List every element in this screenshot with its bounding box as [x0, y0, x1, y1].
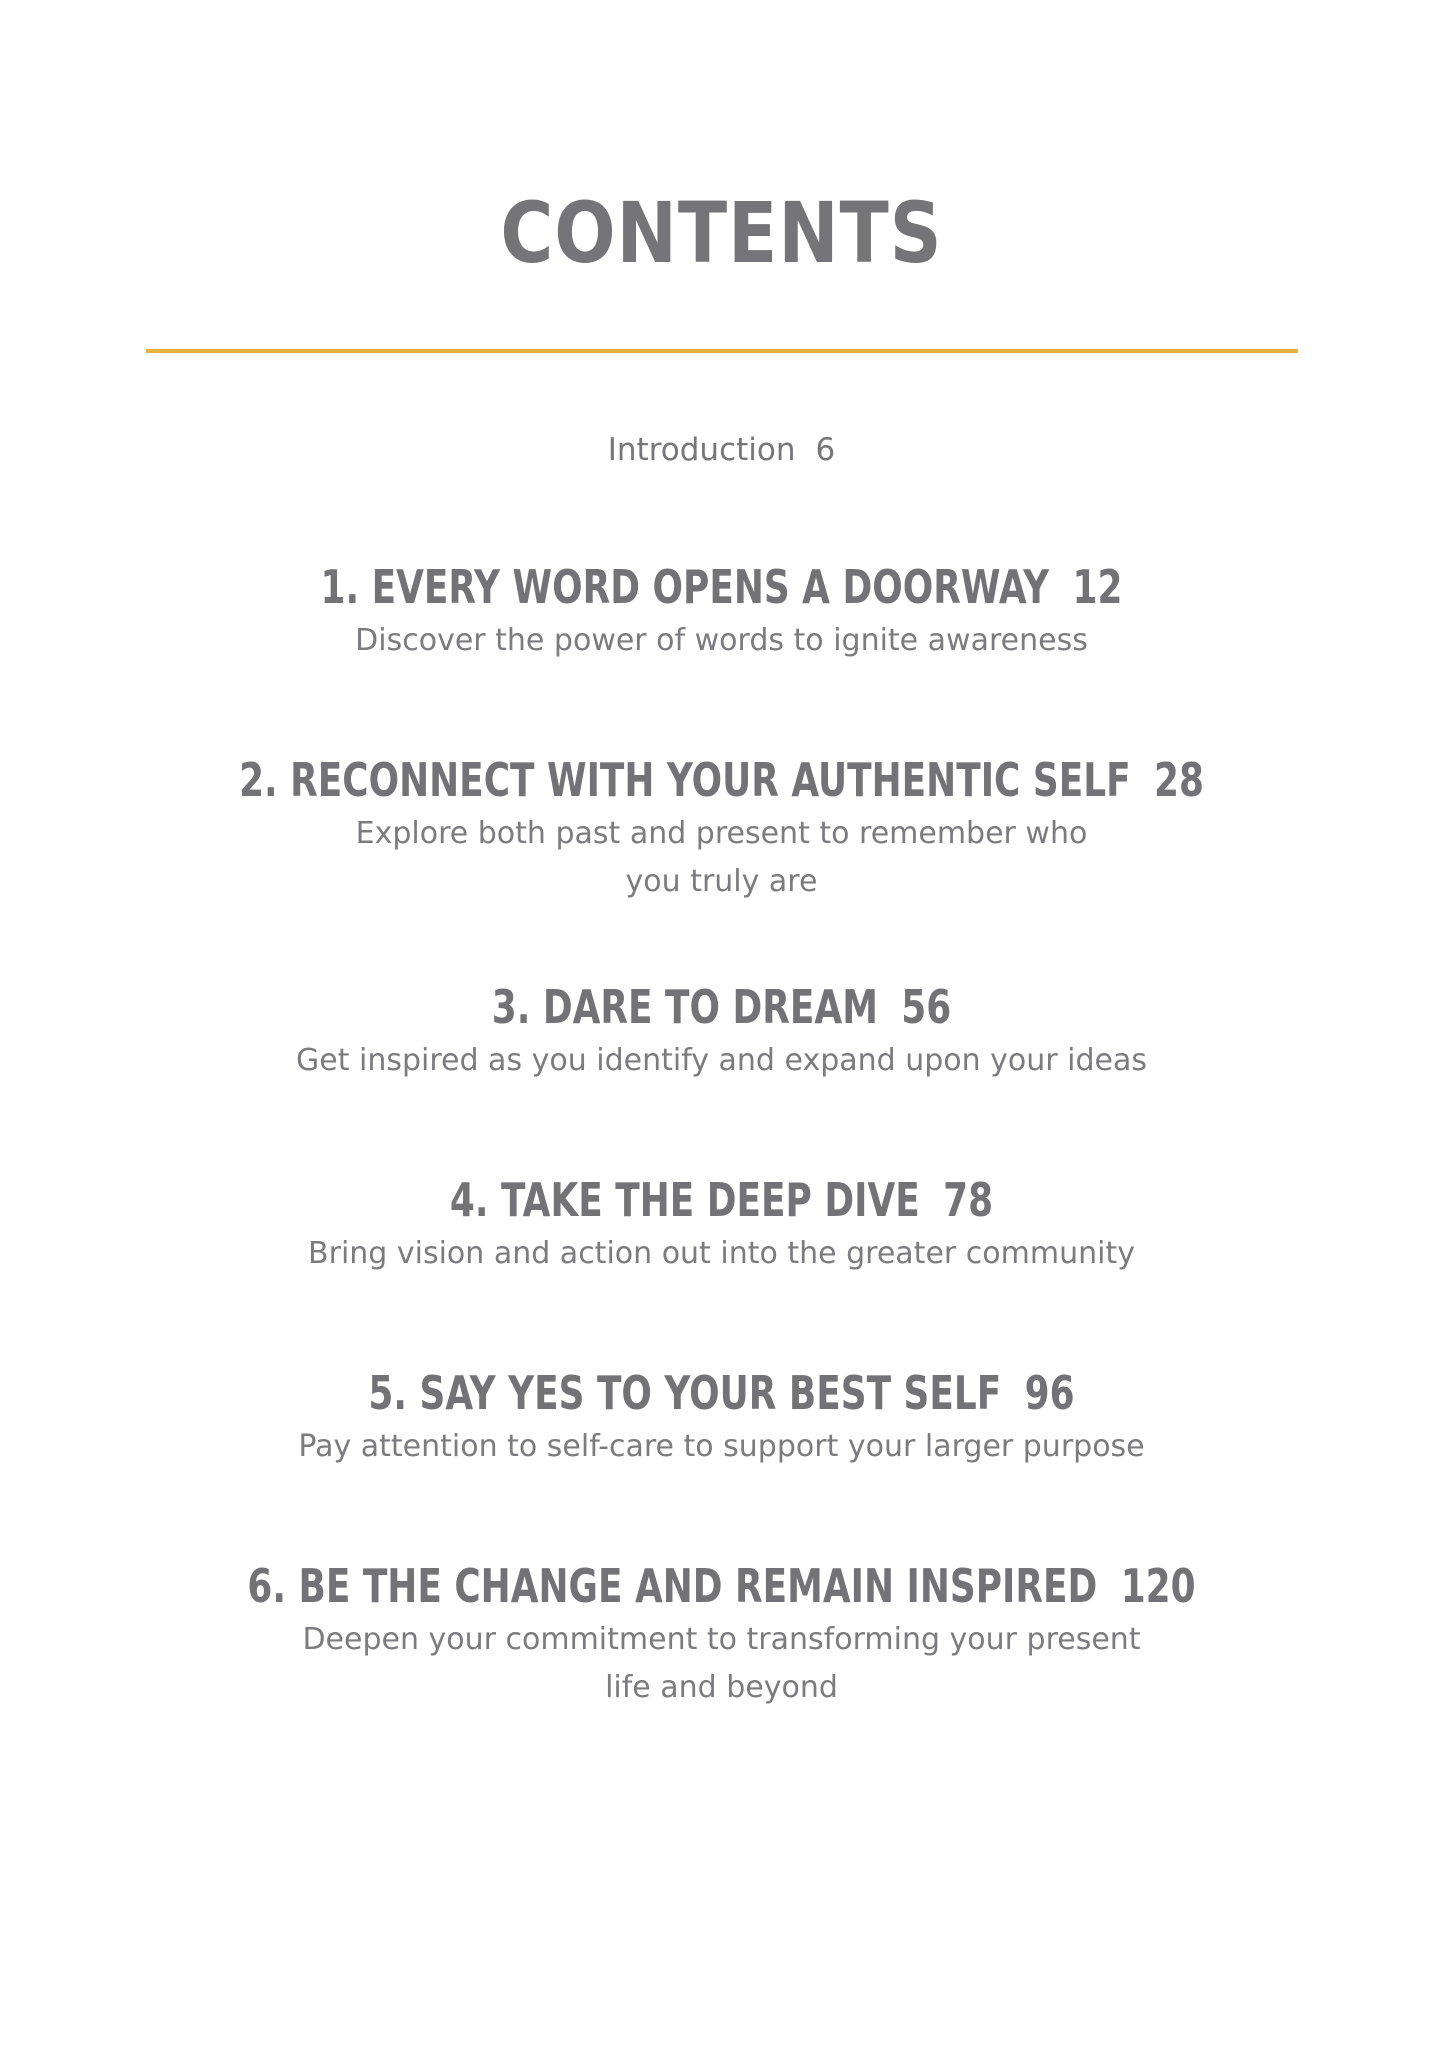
chapter-description	[0, 1230, 1443, 1278]
chapter-entry-5[interactable]	[0, 1363, 1443, 1471]
chapter-heading	[159, 1363, 1285, 1423]
chapter-heading	[159, 1170, 1285, 1230]
chapter-page-number: 56	[901, 980, 952, 1034]
chapter-title: 6. BE THE CHANGE AND REMAIN INSPIRED	[247, 1559, 1098, 1613]
chapter-description-line: Discover the power of words to ignite awareness	[355, 623, 1088, 658]
chapter-title: 5. SAY YES TO YOUR BEST SELF	[368, 1366, 1002, 1420]
chapter-description	[0, 1423, 1443, 1471]
page-title: CONTENTS	[500, 184, 943, 282]
chapter-heading	[159, 977, 1285, 1037]
chapter-heading	[159, 1556, 1285, 1616]
chapter-title: 1. EVERY WORD OPENS A DOORWAY	[320, 560, 1050, 614]
chapter-description	[0, 617, 1443, 665]
chapter-description-line: Explore both past and present to remember who	[355, 816, 1088, 851]
chapter-description	[0, 1616, 1443, 1712]
chapter-page-number: 28	[1153, 753, 1204, 807]
chapter-entry-6[interactable]	[0, 1556, 1443, 1712]
chapter-title: 4. TAKE THE DEEP DIVE	[449, 1173, 920, 1227]
intro-page-number: 6	[815, 432, 836, 468]
chapter-description	[0, 1037, 1443, 1085]
chapter-description-line: Bring vision and action out into the greater community	[308, 1236, 1135, 1271]
chapter-title: 3. DARE TO DREAM	[491, 980, 878, 1034]
chapter-description-line: you truly are	[625, 864, 818, 899]
chapter-page-number: 78	[943, 1173, 994, 1227]
chapter-description-line: Get inspired as you identify and expand upon your ideas	[295, 1043, 1148, 1078]
chapter-description-line: Pay attention to self-care to support your larger purpose	[298, 1429, 1145, 1464]
chapter-page-number: 120	[1120, 1559, 1196, 1613]
chapter-description	[0, 810, 1443, 906]
chapter-heading	[159, 557, 1285, 617]
chapter-page-number: 12	[1072, 560, 1123, 614]
chapter-title: 2. RECONNECT WITH YOUR AUTHENTIC SELF	[239, 753, 1131, 807]
chapter-page-number: 96	[1024, 1366, 1075, 1420]
title-divider	[146, 349, 1298, 353]
chapter-description-line: Deepen your commitment to transforming your present	[302, 1622, 1141, 1657]
intro-label: Introduction	[607, 432, 796, 468]
chapter-entry-1[interactable]	[0, 557, 1443, 665]
chapter-heading	[159, 750, 1285, 810]
chapter-description-line: life and beyond	[605, 1670, 838, 1705]
chapter-entry-2[interactable]	[0, 750, 1443, 906]
intro-entry[interactable]	[0, 428, 1443, 472]
chapter-entry-3[interactable]	[0, 977, 1443, 1085]
chapter-entry-4[interactable]	[0, 1170, 1443, 1278]
